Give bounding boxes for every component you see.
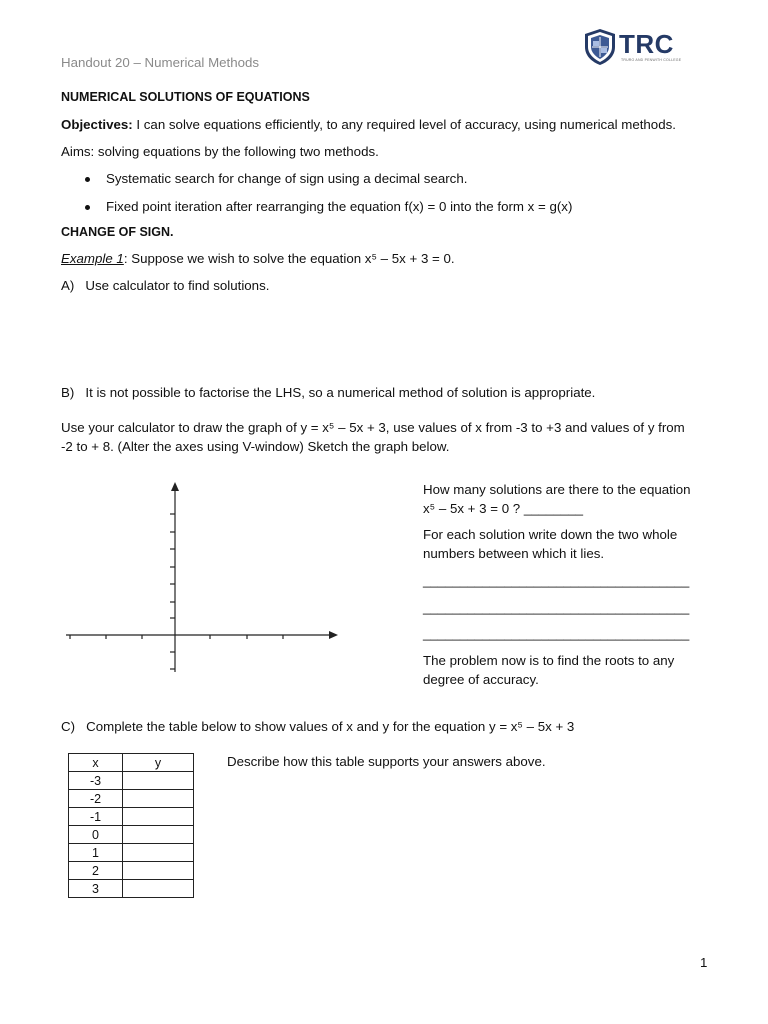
values-table: [68, 753, 194, 898]
graph-instruction-line-1: Use your calculator to draw the graph of y = x⁵ – 5x + 3, use values of x from -3 to +3 and values of y from: [61, 420, 685, 435]
bullet-dot: [85, 177, 90, 182]
bullet-item-1: Systematic search for change of sign using a decimal search.: [106, 171, 468, 186]
question-solutions-line-1: How many solutions are there to the equation: [423, 482, 691, 497]
college-logo: [583, 28, 683, 68]
part-c: [61, 719, 574, 734]
part-c-text: Complete the table below to show values of x and y for the equation y = x⁵ – 5x + 3: [86, 719, 575, 734]
question-intervals: [423, 525, 723, 563]
table-header-row: [69, 754, 194, 772]
table-cell-y[interactable]: [123, 862, 194, 880]
question-intervals-line-2: numbers between which it lies.: [423, 546, 605, 561]
table-row: [69, 808, 194, 826]
part-b-label: B): [61, 385, 75, 400]
table-row: [69, 862, 194, 880]
accuracy-note-line-1: The problem now is to find the roots to any: [423, 653, 675, 668]
table-cell-x: 2: [69, 862, 123, 880]
table-cell-y[interactable]: [123, 844, 194, 862]
accuracy-note-line-2: degree of accuracy.: [423, 672, 539, 687]
shield-crest-icon: [583, 28, 617, 66]
describe-prompt: Describe how this table supports your answers above.: [227, 754, 546, 769]
example-label: Example 1: [61, 251, 124, 266]
bullet-dot: [85, 205, 90, 210]
answer-line[interactable]: ____________________________________: [423, 600, 690, 615]
objectives-label: Objectives:: [61, 117, 133, 132]
question-intervals-line-1: For each solution write down the two whole: [423, 527, 678, 542]
part-a-text: Use calculator to find solutions.: [85, 278, 270, 293]
example-1: [61, 251, 455, 266]
question-solutions: [423, 480, 723, 518]
table-row: [69, 790, 194, 808]
table-row: [69, 826, 194, 844]
table-cell-x: 1: [69, 844, 123, 862]
graph-instruction-line-2: -2 to + 8. (Alter the axes using V-window) Sketch the graph below.: [61, 439, 450, 454]
table-cell-y[interactable]: [123, 808, 194, 826]
objectives-text: I can solve equations efficiently, to any required level of accuracy, using numerical methods.: [136, 117, 676, 132]
accuracy-note: [423, 651, 723, 689]
table-cell-x: 3: [69, 880, 123, 898]
page-number: 1: [700, 955, 708, 970]
table-cell-y[interactable]: [123, 790, 194, 808]
table-row: [69, 880, 194, 898]
answer-line[interactable]: ____________________________________: [423, 573, 690, 588]
table-header-x: x: [69, 754, 123, 772]
table-cell-y[interactable]: [123, 772, 194, 790]
part-b-text: It is not possible to factorise the LHS, so a numerical method of solution is appropriate.: [85, 385, 596, 400]
handout-title: Handout 20 – Numerical Methods: [61, 55, 260, 70]
logo-text: TRC: [619, 29, 674, 59]
part-c-label: C): [61, 719, 76, 734]
table-row: [69, 772, 194, 790]
aims: Aims: solving equations by the following two methods.: [61, 144, 379, 159]
part-b: [61, 385, 595, 400]
logo-subtext: TRURO AND PENWITH COLLEGE: [621, 58, 682, 62]
table-cell-y[interactable]: [123, 826, 194, 844]
y-axis-arrow: [171, 482, 179, 491]
table-cell-x: 0: [69, 826, 123, 844]
objectives: [61, 117, 676, 132]
table-cell-x: -1: [69, 808, 123, 826]
section-heading: CHANGE OF SIGN.: [61, 225, 174, 239]
part-a-label: A): [61, 278, 75, 293]
x-axis-arrow: [329, 631, 338, 639]
table-cell-y[interactable]: [123, 880, 194, 898]
sketch-axes: [60, 478, 350, 678]
example-text: : Suppose we wish to solve the equation x⁵ – 5x + 3 = 0.: [123, 251, 455, 266]
table-row: [69, 844, 194, 862]
table-header-y: y: [123, 754, 194, 772]
part-a: [61, 278, 269, 293]
table-cell-x: -2: [69, 790, 123, 808]
table-cell-x: -3: [69, 772, 123, 790]
page-title: NUMERICAL SOLUTIONS OF EQUATIONS: [61, 90, 310, 104]
answer-line[interactable]: ____________________________________: [423, 626, 690, 641]
bullet-item-2: Fixed point iteration after rearranging the equation f(x) = 0 into the form x = g(x): [106, 199, 573, 214]
question-solutions-line-2: x⁵ – 5x + 3 = 0 ? ________: [423, 501, 584, 516]
